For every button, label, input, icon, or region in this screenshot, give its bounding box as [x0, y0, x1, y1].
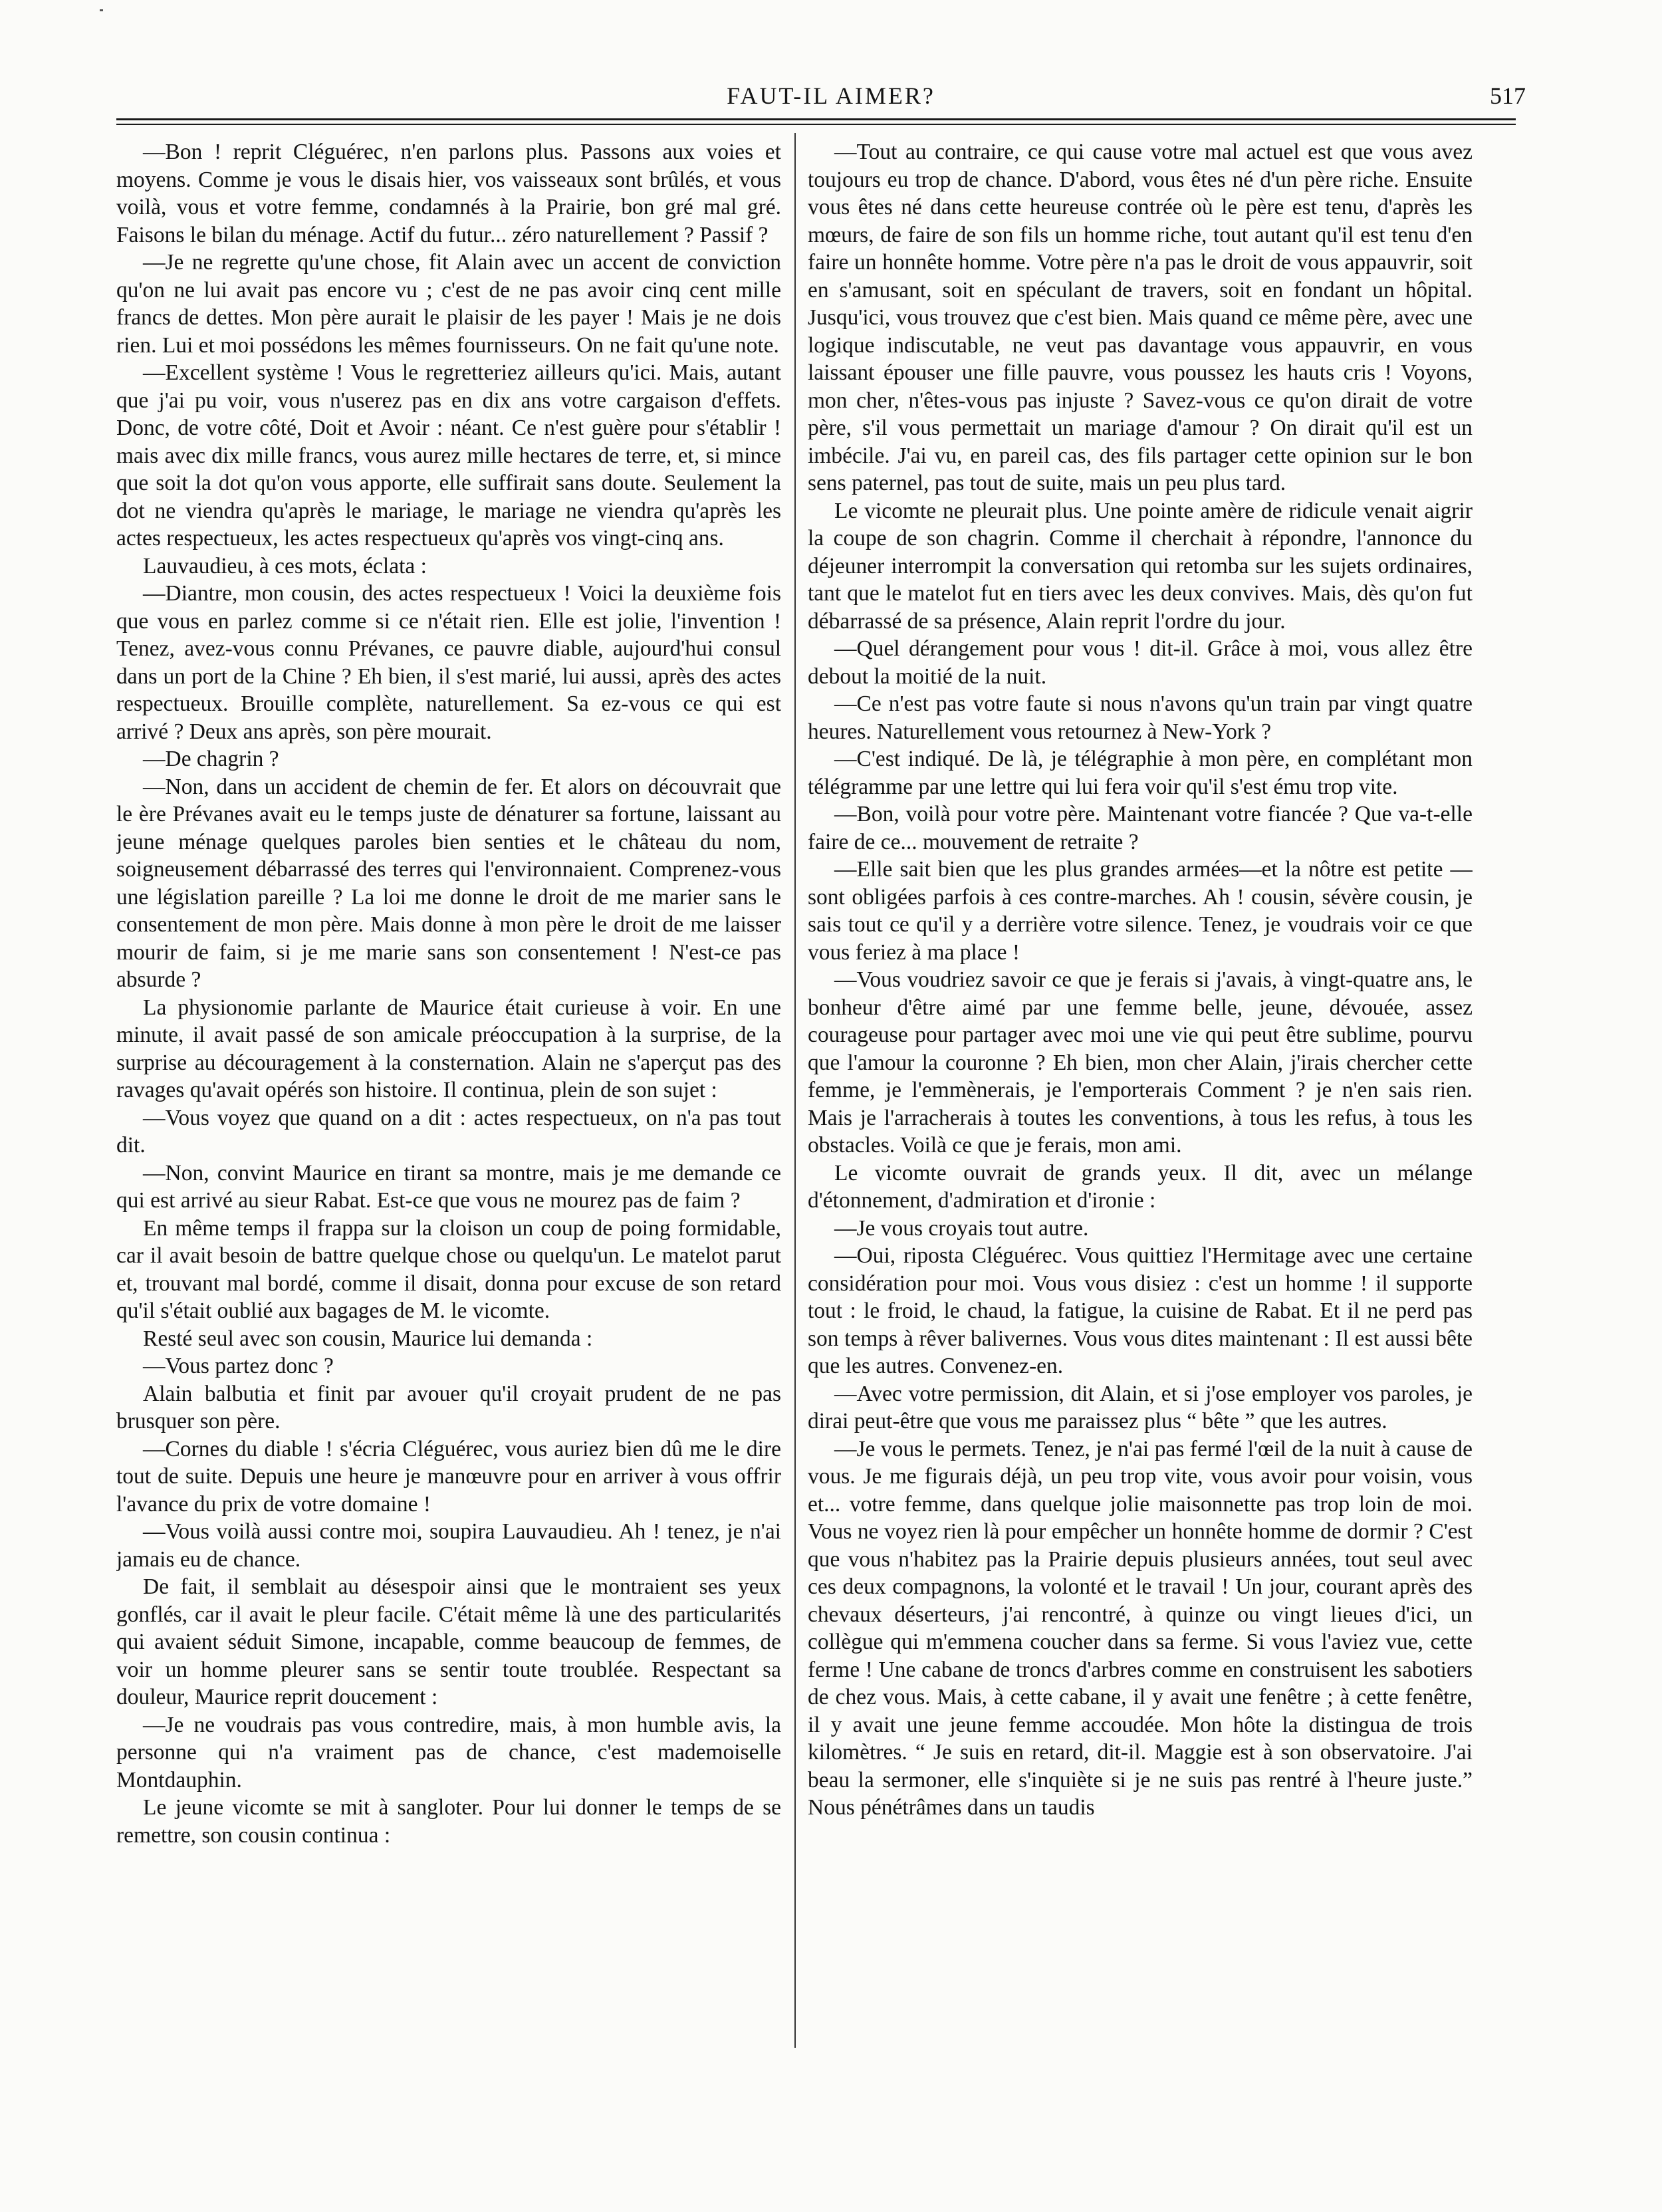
- paragraph: —Excellent système ! Vous le regretteriez ailleurs qu'ici. Mais, autant que j'ai pu voir, vous n'userez pas en dix ans votre cargaison d'effets. Donc, de votre côté, Doit et Avoir : néant. Ce n'est guère pour s'établir ! mais avec dix mille francs, vous aurez mille hectares de terre, et, si mince que soit la dot qu'on vous apporte, elle suffirait sans doute. Seulement la dot ne viendra qu'après le mariage, le mariage ne viendra qu'après les actes respectueux, les actes respectueux qu'après vos vingt-cinq ans.: [116, 360, 781, 551]
- paragraph: Lauvaudieu, à ces mots, éclata :: [143, 553, 427, 578]
- paragraph: —Elle sait bien que les plus grandes armées—et la nôtre est petite — sont obligées parfois à ces contre-marches. Ah ! cousin, sévère cousin, je sais tout ce qu'il y a derrière votre silence. Tenez, je voudrais voir ce que vous feriez à ma place !: [808, 857, 1473, 965]
- paragraph: —Diantre, mon cousin, des actes respectueux ! Voici la deuxième fois que vous en parlez comme si ce n'était rien. Elle est jolie, l'invention ! Tenez, avez-vous connu Prévanes, ce pauvre diable, aujourd'hui consul dans un port de la Chine ? Eh bien, il s'est marié, lui aussi, après des actes respectueux. Brouille complète, naturellement. Sa ez-vous ce qui est arrivé ? Deux ans après, son père mourait.: [116, 581, 781, 744]
- paragraph: Resté seul avec son cousin, Maurice lui demanda :: [143, 1326, 593, 1351]
- paragraph: —Je vous croyais tout autre.: [834, 1215, 1089, 1241]
- paragraph: —Vous partez donc ?: [143, 1354, 334, 1378]
- paragraph: —Avec votre permission, dit Alain, et si j'ose employer vos paroles, je dirai peut-être que vous me paraissez plus “ bête ” que les autres.: [808, 1381, 1473, 1433]
- paragraph: —Bon ! reprit Cléguérec, n'en parlons plus. Passons aux voies et moyens. Comme je vous le disais hier, vos vaisseaux sont brûlés, et vous voilà, vous et votre femme, condamnés à la Prairie, bon gré mal gré. Faisons le bilan du ménage. Actif du futur... zéro naturellement ? Passif ?: [116, 140, 781, 247]
- paragraph: Le vicomte ouvrait de grands yeux. Il dit, avec un mélange d'étonnement, d'admiration et d'ironie :: [808, 1160, 1473, 1213]
- paragraph: —Je ne voudrais pas vous contredire, mais, à mon humble avis, la personne qui n'a vraiment pas de chance, c'est mademoiselle Montdauphin.: [116, 1712, 781, 1792]
- paragraph: La physionomie parlante de Maurice était curieuse à voir. En une minute, il avait passé de son amicale préoccupation à la surprise, de la surprise au découragement à la consternation. Alain ne s'aperçut pas des ravages qu'avait opérés son histoire. Il continua, plein de son sujet :: [116, 995, 781, 1102]
- column-divider: [794, 133, 796, 2048]
- paragraph: De fait, il semblait au désespoir ainsi que le montraient ses yeux gonflés, car il avait le pleur facile. C'était même là une des particularités qui avaient séduit Simone, incapable, comme beaucoup de femmes, de voir un homme pleurer sans se sentir toute troublée. Respectant sa douleur, Maurice reprit doucement :: [116, 1574, 781, 1709]
- paragraph: —Je vous le permets. Tenez, je n'ai pas fermé l'œil de la nuit à cause de vous. Je me figurais déjà, un peu trop vite, vous avoir pour voisin, vous et... votre femme, dans quelque jolie maisonnette pas trop loin de moi. Vous ne voyez rien là pour empêcher un honnête homme de dormir ? C'est que vous n'habitez pas la Prairie depuis plusieurs années, tout seul avec ces deux compagnons, la volonté et le travail ! Un jour, courant après des chevaux déserteurs, j'ai rencontré, à quinze ou vingt lieues d'ici, un collègue qui m'emmena coucher dans sa ferme. Si vous l'aviez vue, cette ferme ! Une cabane de troncs d'arbres comme en construisent les sabotiers de chez vous. Mais, à cette cabane, il y avait une fenêtre ; à cette fenêtre, il y avait une jeune femme accoudée. Mon hôte la distingua de trois kilomètres. “ Je suis en retard, dit-il. Maggie est à son observatoire. J'ai beau la sermoner, elle s'inquiète si je ne suis pas rentré à l'heure juste.” Nous pénétrâmes dans un taudis: [808, 1436, 1473, 1820]
- header-rule: [116, 118, 1516, 120]
- paragraph: —Vous voudriez savoir ce que je ferais si j'avais, à vingt-quatre ans, le bonheur d'être aimé par une femme belle, jeune, dévouée, assez courageuse pour partager avec moi une vie qui peut être sublime, pourvu que l'amour la couronne ? Eh bien, mon cher Alain, j'irais chercher cette femme, je l'emmènerais, je l'emporterais Comment ? je n'en sais rien. Mais je l'arracherais à toutes les conventions, à tous les refus, à tous les obstacles. Voilà ce que je ferais, mon ami.: [808, 967, 1473, 1158]
- paragraph: —Vous voyez que quand on a dit : actes respectueux, on n'a pas tout dit.: [116, 1105, 781, 1158]
- page-number: 517: [1490, 82, 1526, 109]
- paragraph: —Non, dans un accident de chemin de fer. Et alors on découvrait que le ère Prévanes avait eu le temps juste de dénaturer sa fortune, laissant au jeune ménage quelques paroles bien senties et le château du nom, soigneusement débarrassé des terres qui l'environnaient. Comprenez-vous une législation pareille ? La loi me donne le droit de me marier sans le consentement de mon père. Mais donne à mon père le droit de me laisser mourir de faim, si je me marie sans son consentement ! N'est-ce pas absurde ?: [116, 774, 781, 992]
- paragraph: —Ce n'est pas votre faute si nous n'avons qu'un train par vingt quatre heures. Naturellement vous retournez à New-York ?: [808, 691, 1473, 744]
- paragraph: —Non, convint Maurice en tirant sa montre, mais je me demande ce qui est arrivé au sieur Rabat. Est-ce que vous ne mourez pas de faim ?: [116, 1160, 781, 1213]
- paragraph: —Bon, voilà pour votre père. Maintenant votre fiancée ? Que va-t-elle faire de ce... mouvement de retraite ?: [808, 802, 1473, 854]
- paragraph: —Oui, riposta Cléguérec. Vous quittiez l'Hermitage avec une certaine considération pour moi. Vous vous disiez : c'est un homme ! il supporte tout : le froid, le chaud, la fatigue, la cuisine de Rabat. Et il ne perd pas son temps à rêver balivernes. Vous vous dites maintenant : Il est aussi bête que les autres. Convenez-en.: [808, 1243, 1473, 1378]
- paragraph: —De chagrin ?: [143, 747, 279, 771]
- paragraph: —Je ne regrette qu'une chose, fit Alain avec un accent de conviction qu'on ne lui avait pas encore vu ; c'est de ne pas avoir cinq cent mille francs de dettes. Mon père aurait le plaisir de les payer ! Mais je ne dois rien. Lui et moi possédons les mêmes fournisseurs. On ne fait qu'une note.: [116, 250, 781, 358]
- paragraph: —Vous voilà aussi contre moi, soupira Lauvaudieu. Ah ! tenez, je n'ai jamais eu de chance.: [116, 1519, 781, 1572]
- scan-speck: [100, 9, 103, 11]
- paragraph: —C'est indiqué. De là, je télégraphie à mon père, en complétant mon télégramme par une lettre qui lui fera voir qu'il s'est ému trop vite.: [808, 747, 1473, 799]
- paragraph: —Quel dérangement pour vous ! dit-il. Grâce à moi, vous allez être debout la moitié de la nuit.: [808, 636, 1473, 689]
- header-rule-secondary: [116, 124, 1516, 125]
- left-column: [116, 138, 781, 2186]
- paragraph: Le jeune vicomte se mit à sangloter. Pour lui donner le temps de se remettre, son cousin continua :: [116, 1795, 781, 1848]
- right-column: [808, 138, 1473, 2186]
- running-title: FAUT-IL AIMER?: [727, 82, 935, 109]
- page-header: [116, 81, 1546, 121]
- paragraph: —Cornes du diable ! s'écria Cléguérec, vous auriez bien dû me le dire tout de suite. Depuis une heure je manœuvre pour en arriver à vous offrir l'avance du prix de votre domaine !: [116, 1436, 781, 1517]
- paragraph: —Tout au contraire, ce qui cause votre mal actuel est que vous avez toujours eu trop de chance. D'abord, vous êtes né d'un père riche. Ensuite vous êtes né dans cette heureuse contrée où le père est tenu, d'après les mœurs, de faire de son fils un homme riche, tout autant qu'il est tenu d'en faire un honnête homme. Votre père n'a pas le droit de vous appauvrir, soit en s'amusant, soit en spéculant de travers, soit en fondant un hôpital. Jusqu'ici, vous trouvez que c'est bien. Mais quand ce même père, avec une logique indiscutable, ne veut pas davantage vous appauvrir, en vous laissant épouser une fille pauvre, vous poussez les hauts cris ! Voyons, mon cher, n'êtes-vous pas injuste ? Savez-vous ce qu'on dirait de votre père, s'il vous permettait un mariage d'amour ? On dirait qu'il est un imbécile. J'ai vu, en pareil cas, des fils partager cette opinion sur le bon sens paternel, pas tout de suite, mais un peu plus tard.: [808, 140, 1473, 495]
- paragraph: Alain balbutia et finit par avouer qu'il croyait prudent de ne pas brusquer son père.: [116, 1381, 781, 1433]
- paragraph: Le vicomte ne pleurait plus. Une pointe amère de ridicule venait aigrir la coupe de son chagrin. Comme il cherchait à répondre, l'annonce du déjeuner interrompit la conversation qui retomba sur les sujets ordinaires, tant que le matelot fut en tiers avec les deux convives. Mais, dès qu'on fut débarrassé de sa présence, Alain reprit l'ordre du jour.: [808, 498, 1473, 634]
- paragraph: En même temps il frappa sur la cloison un coup de poing formidable, car il avait besoin de battre quelque chose ou quelqu'un. Le matelot parut et, trouvant mal bordé, comme il disait, donna pour excuse de son retard qu'il s'était oublié aux bagages de M. le vicomte.: [116, 1215, 781, 1323]
